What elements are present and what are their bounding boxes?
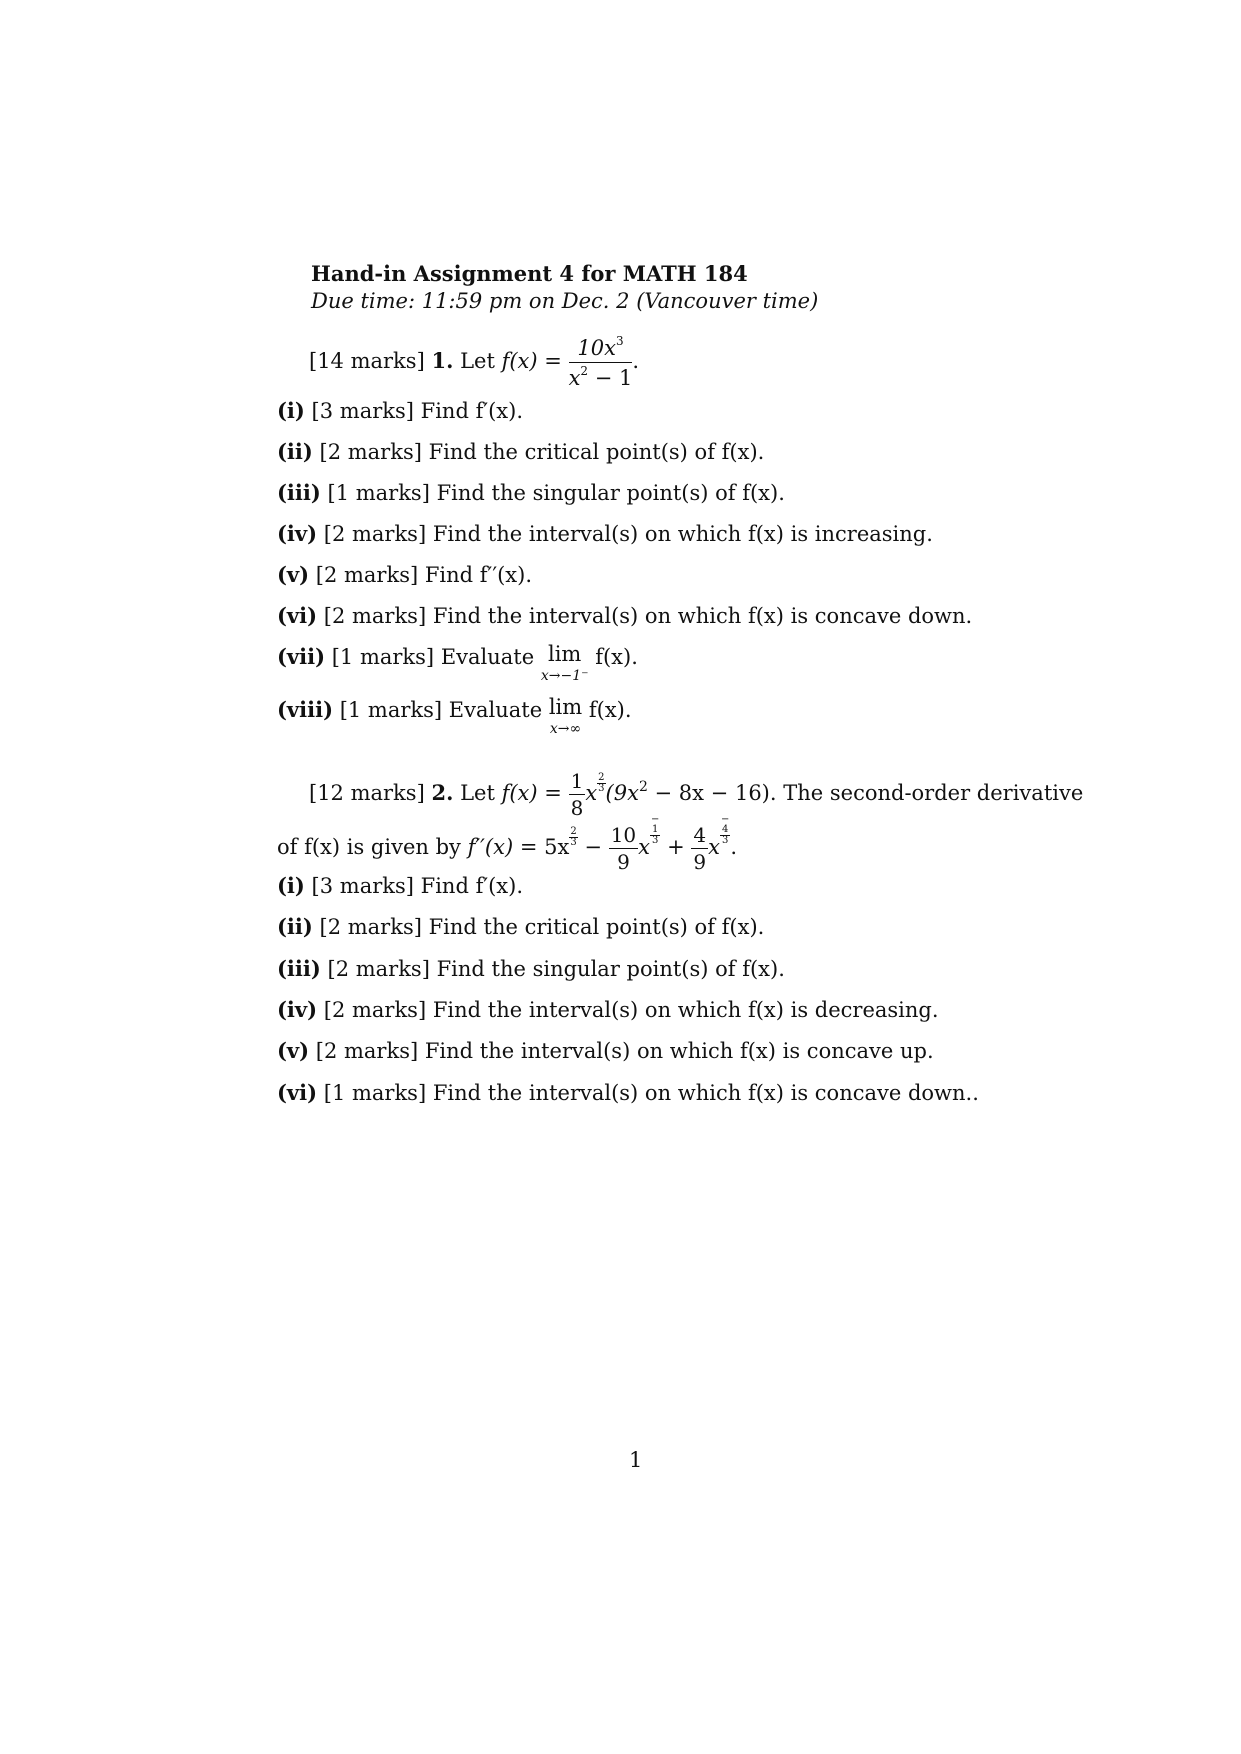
part-label: (vi) [277, 603, 318, 628]
q2-fpp: f′′(x) [467, 835, 514, 859]
q2-x: x [585, 781, 598, 805]
assignment-title: Hand-in Assignment 4 for MATH 184 [311, 261, 748, 286]
q1-fx: f(x) [501, 349, 538, 374]
q2-marks: [12 marks] [309, 781, 425, 805]
page-number: 1 [629, 1448, 643, 1472]
q2-end: . [730, 835, 738, 859]
part-text: Find the interval(s) on which f(x) is concave down.. [432, 1081, 979, 1105]
coef-den: 8 [570, 796, 584, 820]
part-text: Find the critical point(s) of f(x). [428, 915, 765, 939]
q1-part [277, 697, 632, 736]
q2-fx: f(x) [501, 781, 538, 805]
q2-term3-coef: $\frac{4}{9}$ [693, 823, 707, 874]
part-text: Find the critical point(s) of f(x). [428, 440, 765, 464]
q2-term2-x: x [638, 835, 650, 859]
part-marks: [2 marks] [323, 522, 427, 546]
part-text: Find the singular point(s) of f(x). [436, 957, 785, 981]
q2-eq2: = [519, 835, 538, 859]
q1-statement [309, 335, 639, 390]
q2-term3-exp: − 4 3 [720, 814, 730, 846]
q2-poly-exp: 2 [638, 779, 648, 795]
part-marks: [2 marks] [323, 998, 427, 1022]
part-text: Find f′′(x). [424, 563, 533, 587]
part-marks: [2 marks] [315, 563, 419, 587]
part-label: (i) [277, 398, 305, 423]
q2-part [277, 914, 764, 939]
q1-number: 1. [431, 348, 454, 374]
part-text: Find the interval(s) on which f(x) is concave down. [432, 604, 973, 628]
part-label: (v) [277, 562, 310, 587]
q2-part [277, 873, 523, 898]
part-marks: [2 marks] [323, 604, 427, 628]
part-label: (iv) [277, 997, 318, 1022]
part-text: Find the interval(s) on which f(x) is increasing. [432, 522, 933, 546]
q2-line2-prefix: of f(x) is given by [277, 835, 461, 859]
part-label: (ii) [277, 914, 313, 939]
q1-den-tail: − 1 [588, 366, 633, 391]
q1-part [277, 562, 532, 587]
q1-fraction [569, 335, 633, 390]
part-text: Evaluate [440, 645, 535, 669]
q2-statement-line2 [277, 815, 737, 873]
q1-num-base: 10x [577, 336, 616, 360]
part-label: (vi) [277, 1080, 318, 1105]
lim-tail: f(x). [595, 645, 638, 669]
q2-term2-coef: $\frac{10}{9}$ [610, 823, 637, 874]
part-label: (viii) [277, 697, 334, 722]
lim-sub: x→−1⁻ [540, 668, 589, 684]
q1-part [277, 644, 638, 683]
q2-poly-tail: − 8x − 16). [647, 781, 777, 805]
part-label: (i) [277, 873, 305, 898]
q2-poly: (9x [605, 781, 639, 805]
q1-eq: = [544, 349, 562, 374]
q1-part [277, 398, 523, 423]
part-marks: [2 marks] [319, 440, 422, 464]
part-label: (ii) [277, 439, 313, 464]
part-text: Find f′(x). [420, 399, 524, 423]
part-label: (iii) [277, 956, 321, 981]
q1-part [277, 603, 972, 628]
q2-term1: 5x $\frac{2}{3}$ [544, 826, 577, 859]
q1-den-exp: 2 [580, 364, 589, 379]
part-label: (iii) [277, 480, 321, 505]
coef-num: 1 [570, 769, 584, 793]
lim-word: lim [547, 642, 582, 666]
due-time: Due time: 11:59 pm on Dec. 2 (Vancouver time) [311, 289, 819, 313]
part-marks: [2 marks] [319, 915, 422, 939]
q2-sentence-tail: The second-order derivative [783, 781, 1084, 805]
q2-term2-exp: − 1 3 [651, 814, 660, 846]
q2-plus: + [667, 835, 685, 859]
q2-part [277, 1080, 979, 1105]
lim-sub: x→∞ [549, 721, 582, 737]
q2-statement [309, 770, 1083, 819]
q1-part [277, 521, 933, 546]
q1-part [277, 439, 764, 464]
q1-intro: Let [460, 349, 495, 374]
q1-end: . [632, 349, 640, 374]
part-label: (v) [277, 1038, 310, 1063]
part-marks: [3 marks] [311, 874, 414, 898]
part-marks: [1 marks] [327, 481, 430, 505]
part-text: Evaluate [448, 698, 543, 722]
q2-number: 2. [431, 780, 454, 805]
part-marks: [1 marks] [323, 1081, 427, 1105]
part-text: Find the interval(s) on which f(x) is decreasing. [432, 998, 939, 1022]
part-marks: [3 marks] [311, 399, 414, 423]
q2-part [277, 956, 785, 981]
q1-part [277, 480, 785, 505]
q2-intro: Let [460, 781, 495, 805]
part-marks: [1 marks] [339, 698, 443, 722]
q2-part [277, 997, 939, 1022]
limit [549, 697, 582, 736]
q1-marks: [14 marks] [309, 349, 425, 374]
q2-exp: $\frac{2}{3}$ [598, 772, 605, 794]
lim-word: lim [548, 695, 583, 719]
q1-den-base: x [568, 366, 581, 391]
q2-coef [569, 770, 586, 819]
q2-part [277, 1038, 934, 1063]
q1-num-exp: 3 [615, 334, 624, 348]
part-marks: [2 marks] [327, 957, 430, 981]
part-marks: [2 marks] [315, 1039, 419, 1063]
q2-eq: = [544, 781, 562, 805]
limit [541, 644, 589, 683]
part-text: Find f′(x). [420, 874, 524, 898]
part-label: (iv) [277, 521, 318, 546]
part-text: Find the interval(s) on which f(x) is concave up. [424, 1039, 934, 1063]
q2-minus: − [584, 835, 603, 859]
part-text: Find the singular point(s) of f(x). [436, 481, 785, 505]
lim-tail: f(x). [588, 698, 632, 722]
q2-term3-x: x [708, 835, 720, 859]
part-label: (vii) [277, 644, 326, 669]
part-marks: [1 marks] [331, 645, 435, 669]
